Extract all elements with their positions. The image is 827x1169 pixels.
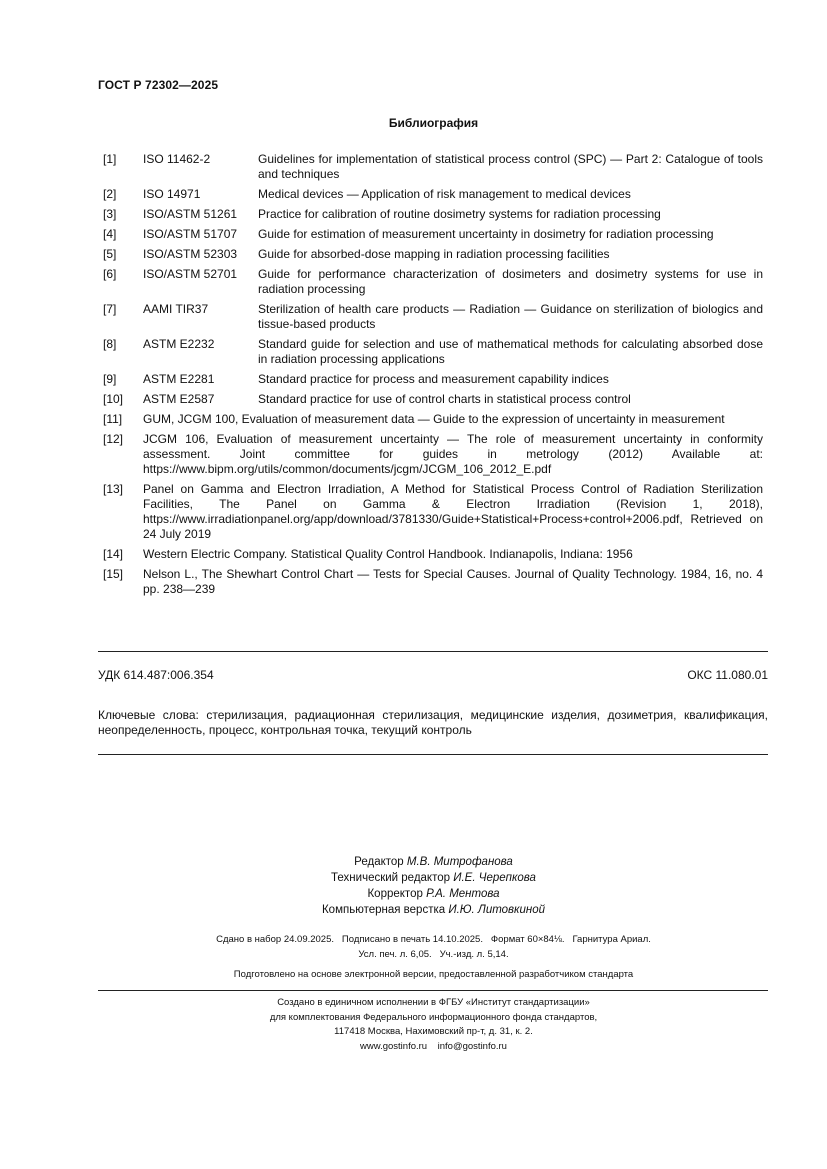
publication-line: Сдано в набор 24.09.2025. Подписано в печать 14.10.2025. Формат 60×84⅛. Гарнитура Ариал. — [216, 934, 651, 945]
staff-name: М.В. Митрофанова — [406, 856, 513, 868]
bibliography-entry — [103, 302, 763, 332]
entry-text: Western Electric Company. Statistical Quality Control Handbook. Indianapolis, Indiana: 1956 — [143, 547, 633, 561]
entry-text: Nelson L., The Shewhart Control Chart — Tests for Special Causes. Journal of Quality Technology. 1984, 16, no. 4 pp. 238—239 — [143, 567, 763, 596]
entry-text: Guide for absorbed-dose mapping in radiation processing facilities — [258, 247, 610, 261]
entry-code: ISO/ASTM 51707 — [143, 227, 238, 241]
entry-number: [7] — [103, 302, 117, 316]
entry-code: ISO/ASTM 52303 — [143, 247, 238, 261]
keywords: Ключевые слова: стерилизация, радиационная стерилизация, медицинские изделия, дозиметрия, квалификация, неопределенность, процесс, контрольная точка, текущий контроль — [98, 708, 768, 737]
publisher-info — [0, 996, 827, 1054]
entry-code: ASTM E2281 — [143, 372, 215, 386]
entry-code: ISO/ASTM 52701 — [143, 267, 238, 281]
entry-text: Practice for calibration of routine dosimetry systems for radiation processing — [258, 207, 661, 221]
prepared-note: Подготовлено на основе электронной версии, предоставленной разработчиком стандарта — [233, 969, 634, 980]
entry-number: [1] — [103, 152, 117, 166]
entry-code: ASTM E2232 — [143, 337, 215, 351]
staff-name: И.Ю. Литовкиной — [448, 904, 546, 916]
entry-number: [6] — [103, 267, 117, 281]
entry-text: Guide for performance characterization of dosimeters and dosimetry systems for use in radiation processing — [258, 267, 763, 296]
entry-code: AAMI TIR37 — [143, 302, 209, 316]
entry-code: ISO 11462-2 — [143, 152, 211, 166]
publisher-line: Создано в единичном исполнении в ФГБУ «Институт стандартизации» — [277, 997, 590, 1008]
staff-line — [0, 854, 827, 870]
entry-number: [4] — [103, 227, 117, 241]
bibliography-list — [103, 152, 763, 602]
publication-info — [0, 933, 827, 962]
staff-role: Корректор — [367, 888, 423, 900]
bibliography-entry — [103, 392, 763, 407]
bibliography-entry — [103, 337, 763, 367]
publisher-line: www.gostinfo.ru info@gostinfo.ru — [360, 1040, 507, 1052]
entry-text: Standard practice for use of control charts in statistical process control — [258, 392, 631, 406]
staff-name: Р.А. Ментова — [426, 888, 500, 900]
entry-number: [3] — [103, 207, 117, 221]
entry-number: [14] — [103, 547, 124, 561]
staff-role: Компьютерная верстка — [321, 904, 446, 916]
bibliography-entry — [103, 187, 763, 202]
entry-text: GUM, JCGM 100, Evaluation of measurement data — Guide to the expression of uncertainty in measurement — [143, 412, 725, 426]
bibliography-entry — [103, 227, 763, 242]
entry-number: [8] — [103, 337, 117, 351]
entry-text: Standard guide for selection and use of mathematical methods for calculating absorbed dose in radiation processing applications — [258, 337, 763, 366]
staff-name: И.Е. Черепкова — [453, 872, 536, 884]
divider — [98, 990, 768, 991]
entry-code: ASTM E2587 — [143, 392, 215, 406]
entry-number: [15] — [103, 567, 124, 581]
bibliography-entry — [103, 432, 763, 477]
publication-line: Усл. печ. л. 6,05. Уч.-изд. л. 5,14. — [358, 948, 509, 960]
entry-number: [13] — [103, 482, 124, 496]
entry-text: JCGM 106, Evaluation of measurement uncertainty — The role of measurement uncertainty in conformity assessment. Joint committee for guides in metrology (2012) Available at: https://www.bipm.org/utils/common/documents/jcgm/JCGM_106_2012_E.pdf — [143, 432, 763, 476]
entry-text: Guidelines for implementation of statistical process control (SPC) — Part 2: Catalogue of tools and techniques — [258, 152, 763, 181]
staff-line — [0, 902, 827, 918]
staff-line — [0, 886, 827, 902]
entry-text: Guide for estimation of measurement uncertainty in dosimetry for radiation processing — [258, 227, 714, 241]
entry-text: Standard practice for process and measurement capability indices — [258, 372, 609, 386]
entry-number: [2] — [103, 187, 117, 201]
entry-number: [9] — [103, 372, 117, 386]
divider — [98, 754, 768, 755]
divider — [98, 651, 768, 652]
bibliography-entry — [103, 207, 763, 222]
staff-role: Редактор — [354, 856, 404, 868]
bibliography-entry — [103, 567, 763, 597]
entry-text: Sterilization of health care products — Radiation — Guidance on sterilization of biologics and tissue-based products — [258, 302, 763, 331]
bibliography-entry — [103, 372, 763, 387]
staff-credits — [0, 854, 827, 918]
staff-line — [0, 870, 827, 886]
entry-code: ISO 14971 — [143, 187, 201, 201]
oks-code: ОКС 11.080.01 — [687, 668, 768, 682]
entry-text: Medical devices — Application of risk management to medical devices — [258, 187, 631, 201]
publisher-line: для комплектования Федерального информационного фонда стандартов, — [269, 1011, 598, 1023]
entry-number: [5] — [103, 247, 117, 261]
entry-text: Panel on Gamma and Electron Irradiation, A Method for Statistical Process Control of Radiation Sterilization Facilities, The Panel on Gamma & Electron Irradiation (Revision 1, 2018), https://www.irradiationpanel.org/app/download/3781330/Guide+Statistical+Process+control+2006.pdf, Retrieved on 24 July 2019 — [143, 482, 763, 541]
entry-number: [10] — [103, 392, 124, 406]
publisher-line: 117418 Москва, Нахимовский пр-т, д. 31, к. 2. — [334, 1026, 533, 1037]
bibliography-entry — [103, 267, 763, 297]
bibliography-entry — [103, 482, 763, 542]
bibliography-entry — [103, 412, 763, 427]
entry-code: ISO/ASTM 51261 — [143, 207, 238, 221]
entry-number: [12] — [103, 432, 124, 446]
bibliography-title: Библиография — [388, 116, 479, 130]
document-id: ГОСТ Р 72302—2025 — [98, 78, 219, 92]
bibliography-entry — [103, 152, 763, 182]
entry-number: [11] — [103, 412, 123, 426]
bibliography-entry — [103, 247, 763, 262]
bibliography-entry — [103, 547, 763, 562]
udk-code: УДК 614.487:006.354 — [98, 668, 214, 682]
staff-role: Технический редактор — [331, 872, 451, 884]
